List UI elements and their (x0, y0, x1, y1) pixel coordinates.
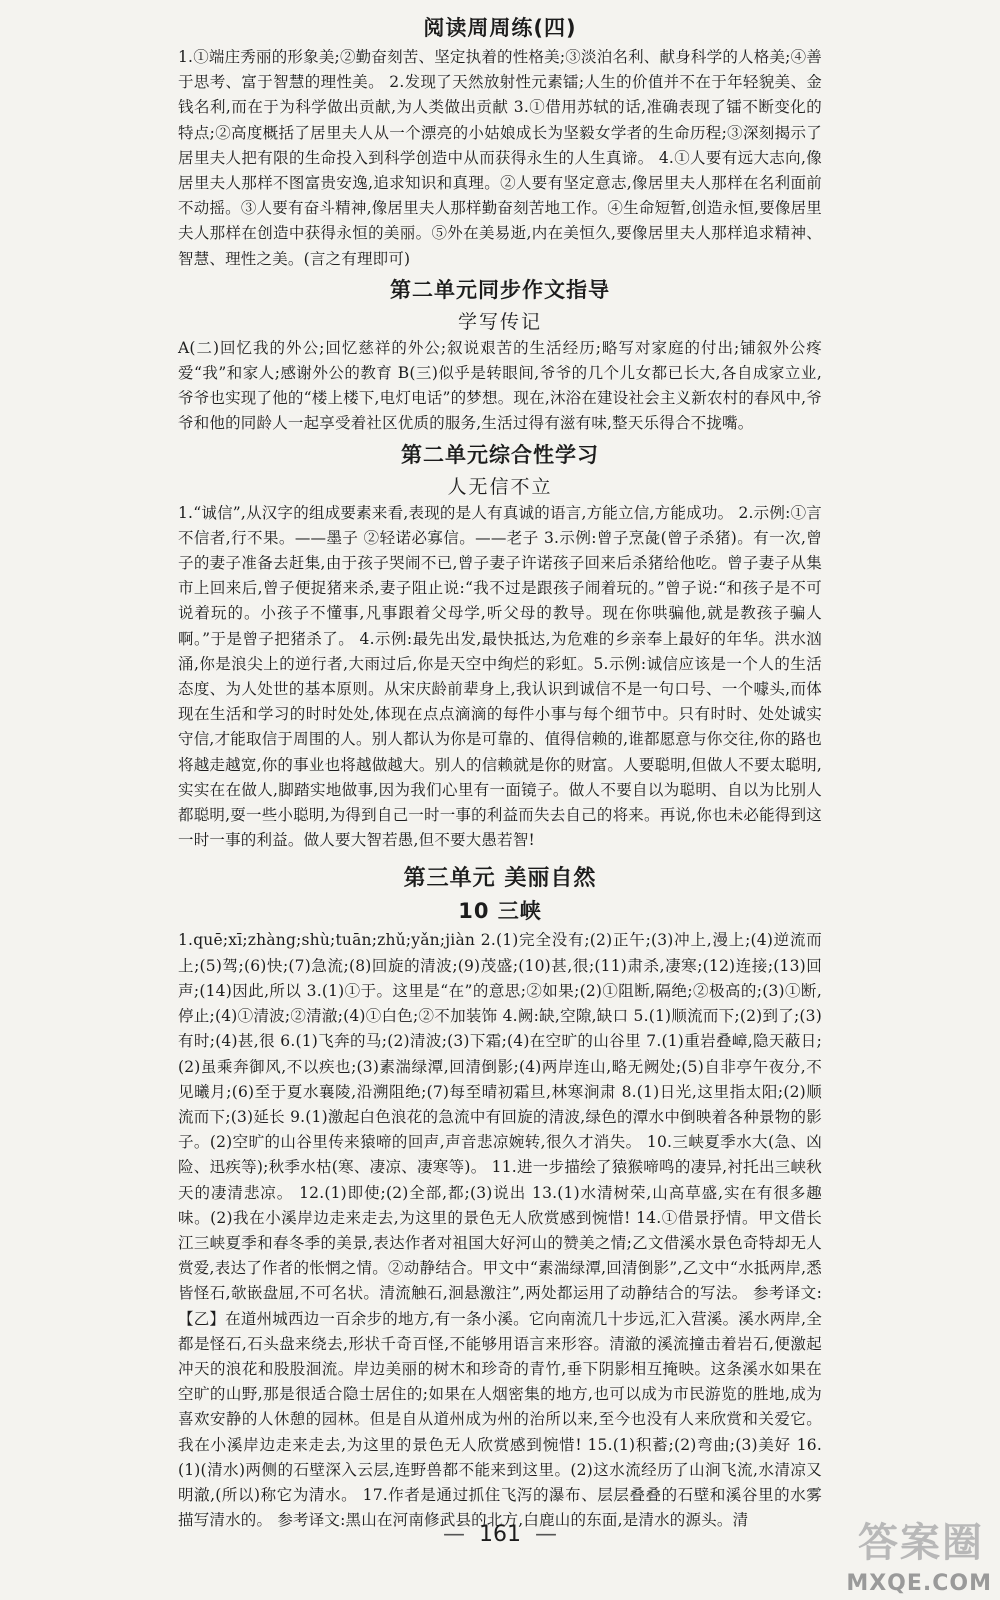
section-comprehensive-study (178, 439, 822, 854)
section-writing-guide (178, 274, 822, 437)
section-title: 阅读周周练(四) (423, 16, 577, 40)
section-subtitle: 学写传记 (457, 310, 542, 333)
page-number (0, 1522, 1000, 1547)
answer-text: A(二)回忆我的外公;回忆慈祥的外公;叙说艰苦的生活经历;略写对家庭的付出;铺叙外公疼爱“我”和家人;感谢外公的教育 B(三)似乎是转眼间,爷爷的几个儿女都已长大,各自成家立业,爷爷也实现了他的“楼上楼下,电灯电话”的梦想。现在,沐浴在建设社会主义新农村的春风中,爷爷和他的同龄人一起享受着社区优质的服务,生活过得有滋有味,整天乐得合不拢嘴。 (178, 338, 822, 433)
watermark-url: MXQE.COM (846, 1571, 992, 1596)
answer-text: 1.“诚信”,从汉字的组成要素来看,表现的是人有真诚的语言,方能立信,方能成功。 2.示例:①言不信者,行不果。——墨子 ②轻诺必寡信。——老子 3.示例:曾子烹彘(曾子杀猪)。有一次,曾子的妻子准备去赶集,由于孩子哭闹不已,曾子妻子许诺孩子回来后杀猪给他吃。曾子妻子从集市上回来后,曾子便捉猪来杀,妻子阻止说:“我不过是跟孩子闹着玩的。”曾子说:“和孩子是不可说着玩的。小孩子不懂事,凡事跟着父母学,听父母的教导。现在你哄骗他,就是教孩子骗人啊。”于是曾子把猪杀了。 4.示例:最先出发,最快抵达,为危难的乡亲奉上最好的年华。洪水汹涌,你是浪尖上的逆行者,大雨过后,你是天空中绚烂的彩虹。5.示例:诚信应该是一个人的生活态度、为人处世的基本原则。从宋庆龄前辈身上,我认识到诚信不是一句口号、一个噱头,而体现在生活和学习的时时处处,体现在点点滴滴的每件小事与每个细节中。只有时时、处处诚实守信,才能取信于周围的人。别人都认为你是可靠的、值得信赖的,谁都愿意与你交往,你的路也将越走越宽,你的事业也将越做越大。别人的信赖就是你的财富。人要聪明,但做人不要太聪明,实实在在做人,脚踏实地做事,因为我们心里有一面镜子。做人不要自以为聪明、自以为比别人都聪明,耍一些小聪明,为得到自己一时一事的利益而失去自己的将来。再说,你也未必能得到这一时一事的利益。做人要大智若愚,但不要大愚若智! (178, 503, 822, 850)
section-title: 第二单元综合性学习 (401, 442, 599, 467)
section-unit-three (178, 861, 822, 1533)
page-number-text: 161 (479, 1522, 521, 1547)
section-title: 第二单元同步作文指导 (390, 277, 610, 302)
unit-title: 第三单元 美丽自然 (403, 866, 597, 892)
section-subtitle: 人无信不立 (447, 475, 553, 498)
dash-right: — (535, 1522, 557, 1547)
answer-text: 1.①端庄秀丽的形象美;②勤奋刻苦、坚定执着的性格美;③淡泊名利、献身科学的人格美;④善于思考、富于智慧的理性美。 2.发现了天然放射性元素镭;人生的价值并不在于年轻貌美、金钱名利,而在于为科学做出贡献,为人类做出贡献 3.①借用苏轼的话,准确表现了镭不断变化的特点;②高度概括了居里夫人从一个漂亮的小姑娘成长为坚毅女学者的生命历程;③深刻揭示了居里夫人把有限的生命投入到科学创造中从而获得永生的人生真谛。 4.①人要有远大志向,像居里夫人那样不图富贵安逸,追求知识和真理。②人要有坚定意志,像居里夫人那样在名利面前不动摇。③人要有奋斗精神,像居里夫人那样勤奋刻苦地工作。④生命短暂,创造永恒,要像居里夫人那样在创造中获得永恒的美丽。⑤外在美易逝,内在美恒久,要像居里夫人那样追求精神、智慧、理性之美。(言之有理即可) (178, 48, 822, 268)
document-page (178, 10, 822, 1533)
lesson-title: 10 三峡 (458, 899, 542, 924)
section-reading-practice (178, 12, 822, 272)
answer-text: 1.quē;xī;zhàng;shù;tuān;zhǔ;yǎn;jiàn 2.(1)完全没有;(2)正午;(3)冲上,漫上;(4)逆流而上;(5)驾;(6)快;(7)急流;(8)回旋的清波;(9)茂盛;(10)甚,很;(11)肃杀,凄寒;(12)连接;(13)回声;(14)因此,所以 3.(1)①于。这里是“在”的意思;②如果;(2)①阻断,隔绝;②极高的;(3)①断,停止;(4)①清波;②清澈;(4)①白色;②不加装饰 4.阙:缺,空隙,缺口 5.(1)顺流而下;(2)到了;(3)有时;(4)甚,很 6.(1)飞奔的马;(2)清波;(3)下霜;(4)在空旷的山谷里 7.(1)重岩叠嶂,隐天蔽日;(2)虽乘奔御风,不以疾也;(3)素湍绿潭,回清倒影;(4)两岸连山,略无阙处;(5)自非亭午夜分,不见曦月;(6)至于夏水襄陵,沿溯阻绝;(7)每至晴初霜旦,林寒涧肃 8.(1)日光,这里指太阳;(2)顺流而下;(3)延长 9.(1)激起白色浪花的急流中有回旋的清波,绿色的潭水中倒映着各种景物的影子。(2)空旷的山谷里传来猿啼的回声,声音悲凉婉转,很久才消失。 10.三峡夏季水大(急、凶险、迅疾等);秋季水枯(寒、凄凉、凄寒等)。 11.进一步描绘了猿猴啼鸣的凄异,衬托出三峡秋天的凄清悲凉。 12.(1)即使;(2)全部,都;(3)说出 13.(1)水清树荣,山高草盛,实在有很多趣味。(2)我在小溪岸边走来走去,为这里的景色无人欣赏感到惋惜! 14.①借景抒情。甲文借长江三峡夏季和春冬季的美景,表达作者对祖国大好河山的赞美之情;乙文借溪水景色奇特却无人赏爱,表达了作者的怅惘之情。②动静结合。甲文中“素湍绿潭,回清倒影”,乙文中“水抵两岸,悉皆怪石,欹嵌盘屈,不可名状。清流触石,洄悬激注”,两处都运用了动静结合的写法。 参考译文:【乙】在道州城西边一百余步的地方,有一条小溪。它向南流几十步远,汇入营溪。溪水两岸,全都是怪石,石头盘来绕去,形状千奇百怪,不能够用语言来形容。清澈的溪流撞击着岩石,便激起冲天的浪花和股股洄流。岸边美丽的树木和珍奇的青竹,垂下阴影相互掩映。这条溪水如果在空旷的山野,那是很适合隐士居住的;如果在人烟密集的地方,也可以成为市民游览的胜地,成为喜欢安静的人休憩的园林。但是自从道州成为州的治所以来,至今也没有人来欣赏和关爱它。我在小溪岸边走来走去,为这里的景色无人欣赏感到惋惜! 15.(1)积蓄;(2)弯曲;(3)美好 16.(1)(清水)两侧的石壁深入云层,连野兽都不能来到这里。(2)这水流经历了山涧飞流,水清凉又明澈,(所以)称它为清水。 17.作者是通过抓住飞泻的瀑布、层层叠叠的石壁和溪谷里的水雾描写清水的。 参考译文:黑山在河南修武县的北方,白鹿山的东面,是清水的源头。清 (178, 931, 822, 1530)
watermark-chinese: 答案圈 (858, 1520, 984, 1566)
dash-left: — (443, 1522, 465, 1547)
